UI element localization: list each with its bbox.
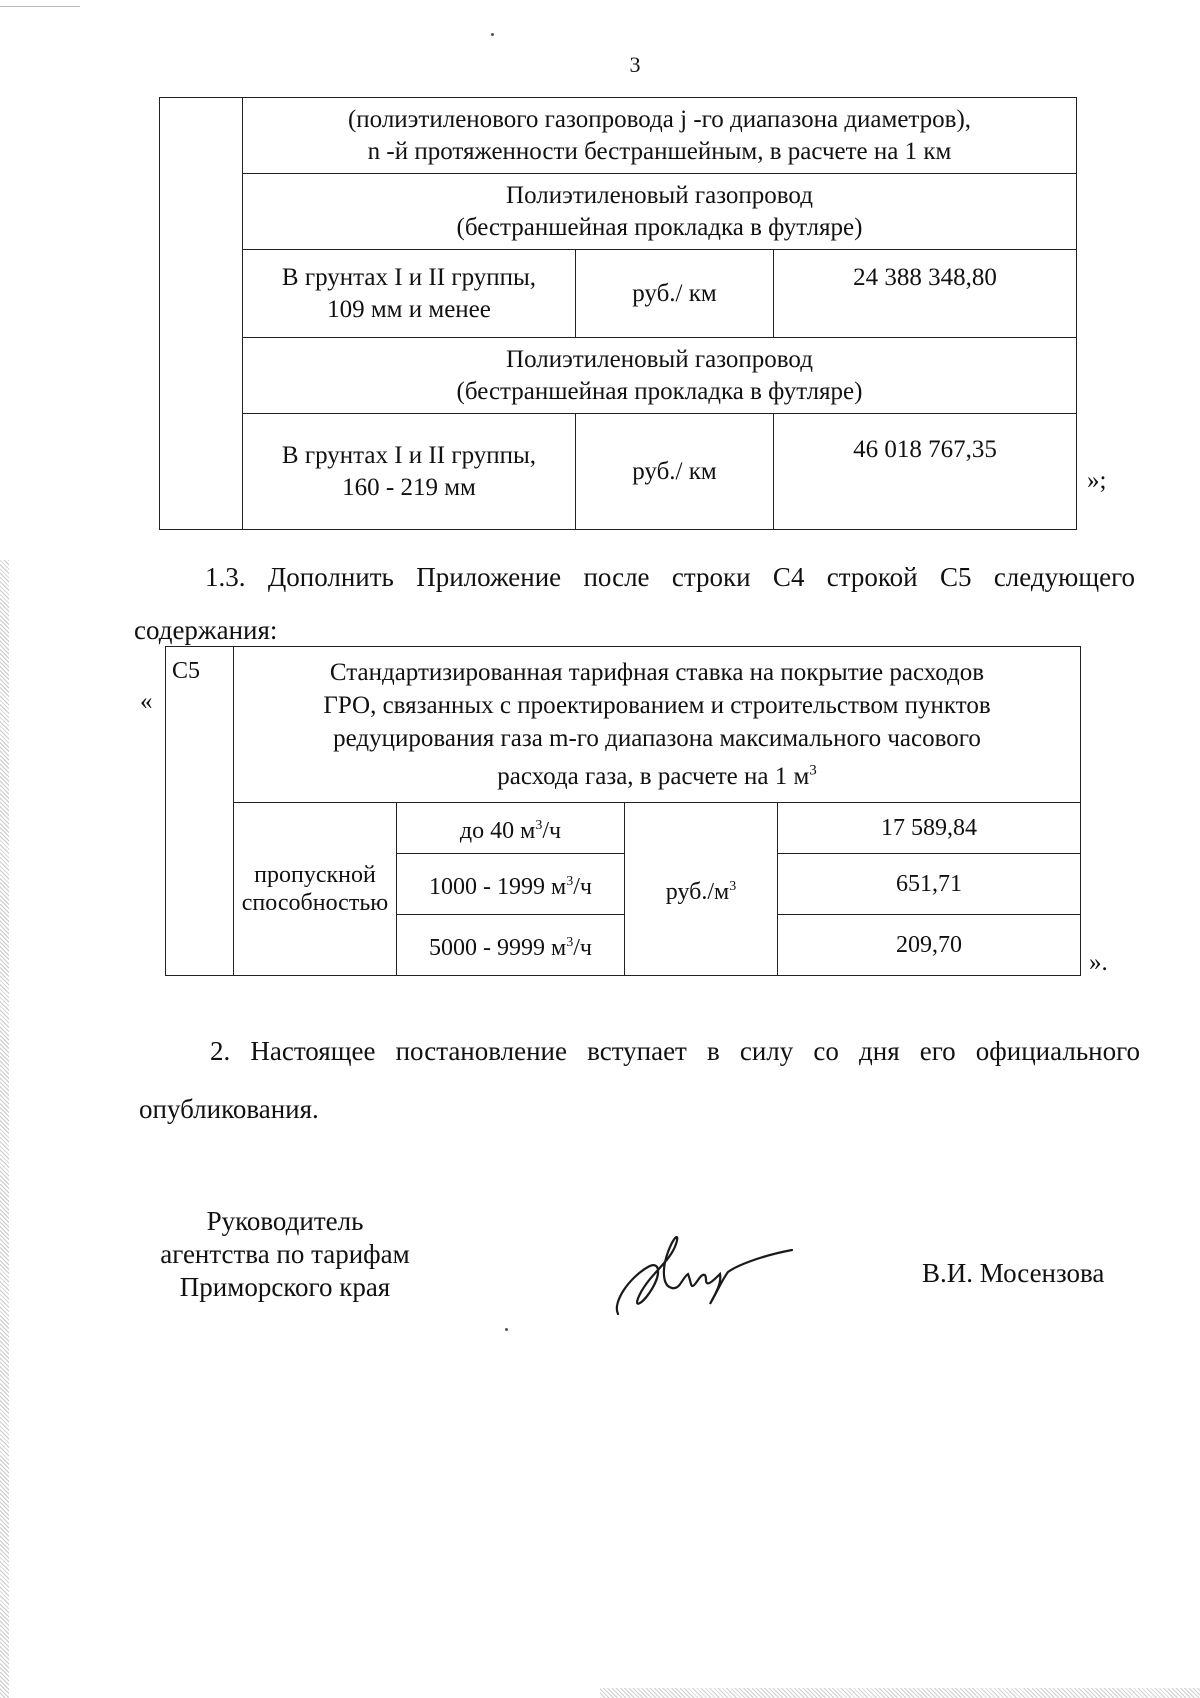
description-line: 109 мм и менее bbox=[327, 295, 491, 323]
unit-text: руб./м bbox=[665, 878, 730, 905]
table-header-cell bbox=[243, 98, 1077, 174]
range-text: 5000 - 9999 м bbox=[429, 934, 567, 961]
scan-speck bbox=[505, 1328, 508, 1331]
table-header-cell bbox=[234, 647, 1081, 803]
scan-speck bbox=[491, 33, 494, 36]
table-row bbox=[160, 338, 1077, 414]
superscript: 3 bbox=[566, 873, 574, 889]
description-line: 160 - 219 мм bbox=[342, 473, 476, 501]
section-line: Полиэтиленовый газопровод bbox=[506, 345, 813, 373]
range-cell bbox=[397, 915, 625, 976]
closing-quote: ». bbox=[1089, 949, 1108, 976]
unit-cell bbox=[625, 803, 778, 976]
empty-code-cell bbox=[160, 98, 243, 530]
range-cell bbox=[397, 803, 625, 854]
range-text: до 40 м bbox=[459, 817, 536, 844]
table-row bbox=[166, 803, 1081, 854]
signatory-title-line: агентства по тарифам bbox=[160, 1239, 410, 1269]
description-cell bbox=[243, 414, 576, 530]
paragraph-2-continued: опубликования. bbox=[139, 1094, 319, 1124]
group-line: пропускной bbox=[254, 862, 376, 888]
range-unit: /ч bbox=[573, 934, 592, 961]
superscript: 3 bbox=[809, 762, 817, 779]
header-line: ГРО, связанных с проектированием и строительством пунктов bbox=[323, 691, 991, 719]
header-line: редуцирования газа m-го диапазона максимального часового bbox=[333, 724, 981, 752]
table-row bbox=[160, 414, 1077, 530]
signatory-title-line: Приморского края bbox=[179, 1272, 391, 1302]
signatory-title bbox=[140, 1205, 430, 1304]
signatory-title-line: Руководитель bbox=[206, 1206, 364, 1236]
signatory-name: В.И. Мосензова bbox=[922, 1258, 1105, 1288]
superscript: 3 bbox=[535, 817, 543, 833]
header-line: Стандартизированная тарифная ставка на покрытие расходов bbox=[329, 658, 985, 686]
section-title-cell bbox=[243, 338, 1077, 414]
handwritten-signature bbox=[610, 1222, 800, 1327]
table-row bbox=[160, 98, 1077, 174]
value-cell: 17 589,84 bbox=[778, 803, 1081, 854]
section-line: (бестраншейная прокладка в футляре) bbox=[456, 213, 863, 241]
value-cell: 24 388 348,80 bbox=[774, 250, 1077, 338]
paragraph-2: 2. Настоящее постановление вступает в силу со дня его официального bbox=[210, 1036, 1140, 1066]
range-cell bbox=[397, 854, 625, 915]
description-line: В грунтах I и II группы, bbox=[281, 263, 537, 291]
paragraph-1-3: 1.3. Дополнить Приложение после строки С4 строкой С5 следующего bbox=[205, 562, 1135, 592]
unit-cell: руб./ км bbox=[576, 414, 774, 530]
range-unit: /ч bbox=[573, 873, 592, 900]
scan-edge-top bbox=[0, 0, 80, 7]
description-line: В грунтах I и II группы, bbox=[281, 441, 537, 469]
superscript: 3 bbox=[729, 878, 737, 894]
page-number: 3 bbox=[629, 52, 641, 77]
tariff-table-pipeline bbox=[159, 97, 1077, 530]
header-line: n -й протяженности бестраншейным, в расчете на 1 км bbox=[367, 137, 952, 165]
header-text: расхода газа, в расчете на 1 м bbox=[497, 763, 810, 791]
description-cell bbox=[243, 250, 576, 338]
section-line: Полиэтиленовый газопровод bbox=[506, 181, 813, 209]
code-cell: С5 bbox=[166, 647, 234, 976]
value-cell: 46 018 767,35 bbox=[774, 414, 1077, 530]
value-cell: 209,70 bbox=[778, 915, 1081, 976]
table-row bbox=[166, 647, 1081, 803]
opening-quote: « bbox=[140, 688, 153, 715]
closing-quote: »; bbox=[1087, 467, 1107, 494]
value-cell: 651,71 bbox=[778, 854, 1081, 915]
superscript: 3 bbox=[566, 934, 574, 950]
range-text: 1000 - 1999 м bbox=[429, 873, 567, 900]
tariff-table-reduction-points bbox=[165, 646, 1081, 976]
section-line: (бестраншейная прокладка в футляре) bbox=[456, 377, 863, 405]
scan-edge-bottom bbox=[600, 1688, 1200, 1698]
header-line bbox=[497, 763, 817, 790]
scan-edge-left bbox=[0, 560, 9, 1698]
group-cell bbox=[234, 803, 397, 976]
header-line: (полиэтиленового газопровода j -го диапазона диаметров), bbox=[347, 105, 972, 133]
unit-cell: руб./ км bbox=[576, 250, 774, 338]
table-row bbox=[160, 174, 1077, 250]
section-title-cell bbox=[243, 174, 1077, 250]
paragraph-1-3-continued: содержания: bbox=[134, 615, 278, 645]
range-unit: /ч bbox=[542, 817, 562, 844]
table-row bbox=[160, 250, 1077, 338]
group-line: способностью bbox=[241, 890, 389, 916]
